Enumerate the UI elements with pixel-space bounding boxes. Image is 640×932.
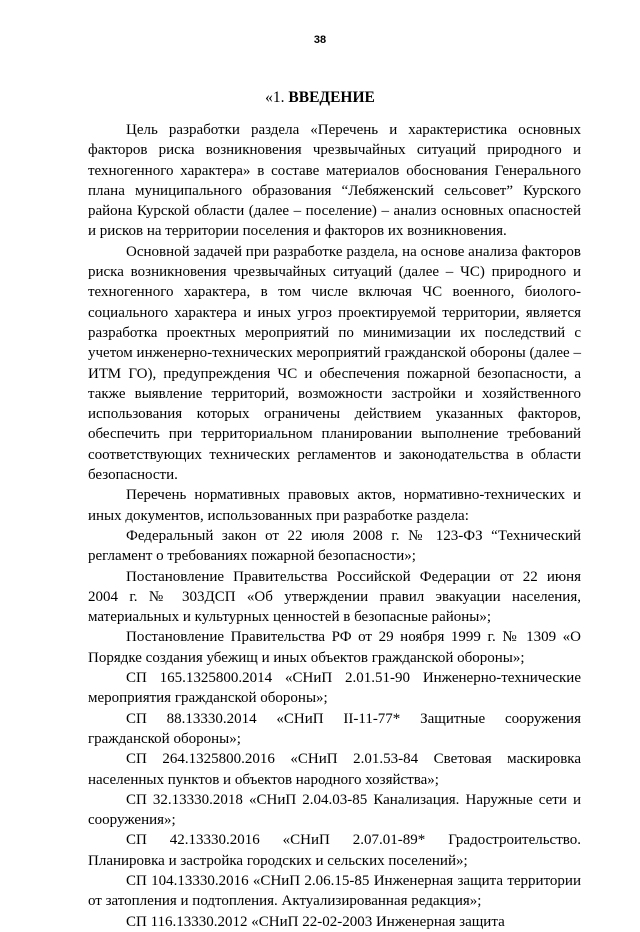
document-body — [88, 120, 581, 932]
list-item-sp-165: СП 165.1325800.2014 «СНиП 2.01.51-90 Инженерно-технические мероприятия гражданской обороны»; — [88, 670, 581, 707]
list-item-sp-104: СП 104.13330.2016 «СНиП 2.06.15-85 Инженерная защита территории от затопления и подтопления. Актуализированная редакция»; — [88, 872, 581, 910]
list-item-sp-264: СП 264.1325800.2016 «СНиП 2.01.53-84 Световая маскировка населенных пунктов и объектов народного хозяйства»; — [88, 751, 581, 788]
section-heading — [0, 88, 640, 108]
heading-title: ВВЕДЕНИЕ — [288, 89, 375, 106]
list-item-sp-32: СП 32.13330.2018 «СНиП 2.04.03-85 Канализация. Наружные сети и сооружения»; — [88, 791, 581, 829]
list-item-federal-law: Федеральный закон от 22 июля 2008 г. № 123-ФЗ “Технический регламент о требованиях пожарной безопасности»; — [88, 527, 581, 565]
paragraph-main-task: Основной задачей при разработке раздела, на основе анализа факторов риска возникновения чрезвычайных ситуаций (далее – ЧС) природного и техногенного характера, в том числе включая ЧС военного, биолого-социального характера и иных угроз проектируемой территории, является разработка проектных мероприятий по минимизации их последствий с учетом инженерно-технических мероприятий гражданской обороны (далее – ИТМ ГО), предупреждения ЧС и обеспечения пожарной безопасности, а также выявление территорий, возможности застройки и хозяйственного использования которых ограничены действием указанных факторов, обеспечить при территориальном планировании выполнение требований соответствующих технических регламентов и законодательства в области безопасности. — [88, 243, 581, 484]
paragraph-purpose: Цель разработки раздела «Перечень и характеристика основных факторов риска возникновения чрезвычайных ситуаций природного и техногенного характера» в составе материалов обоснования Генерального плана муниципального образования “Лебяженский сельсовет” Курского района Курской области (далее – поселение) – анализ основных опасностей и рисков на территории поселения и факторов их возникновения. — [88, 122, 581, 240]
heading-prefix: «1. — [265, 89, 289, 106]
list-item-resolution-1309: Постановление Правительства РФ от 29 ноября 1999 г. № 1309 «О Порядке создания убежищ и иных объектов гражданской обороны»; — [88, 629, 581, 666]
list-item-sp-88: СП 88.13330.2014 «СНиП II-11-77* Защитные сооружения гражданской обороны»; — [88, 710, 581, 747]
list-item-sp-42: СП 42.13330.2016 «СНиП 2.07.01-89* Градостроительство. Планировка и застройка городских и сельских поселений»; — [88, 832, 581, 869]
page-number: 38 — [313, 34, 327, 46]
list-item-resolution-303: Постановление Правительства Российской Федерации от 22 июня 2004 г. № 303ДСП «Об утверждении правил эвакуации населения, материальных и культурных ценностей в безопасные районы»; — [88, 568, 581, 626]
paragraph-documents-intro: Перечень нормативных правовых актов, нормативно-технических и иных документов, использованных при разработке раздела: — [88, 487, 581, 524]
list-item-sp-116: СП 116.13330.2012 «СНиП 22-02-2003 Инженерная защита — [126, 913, 505, 930]
